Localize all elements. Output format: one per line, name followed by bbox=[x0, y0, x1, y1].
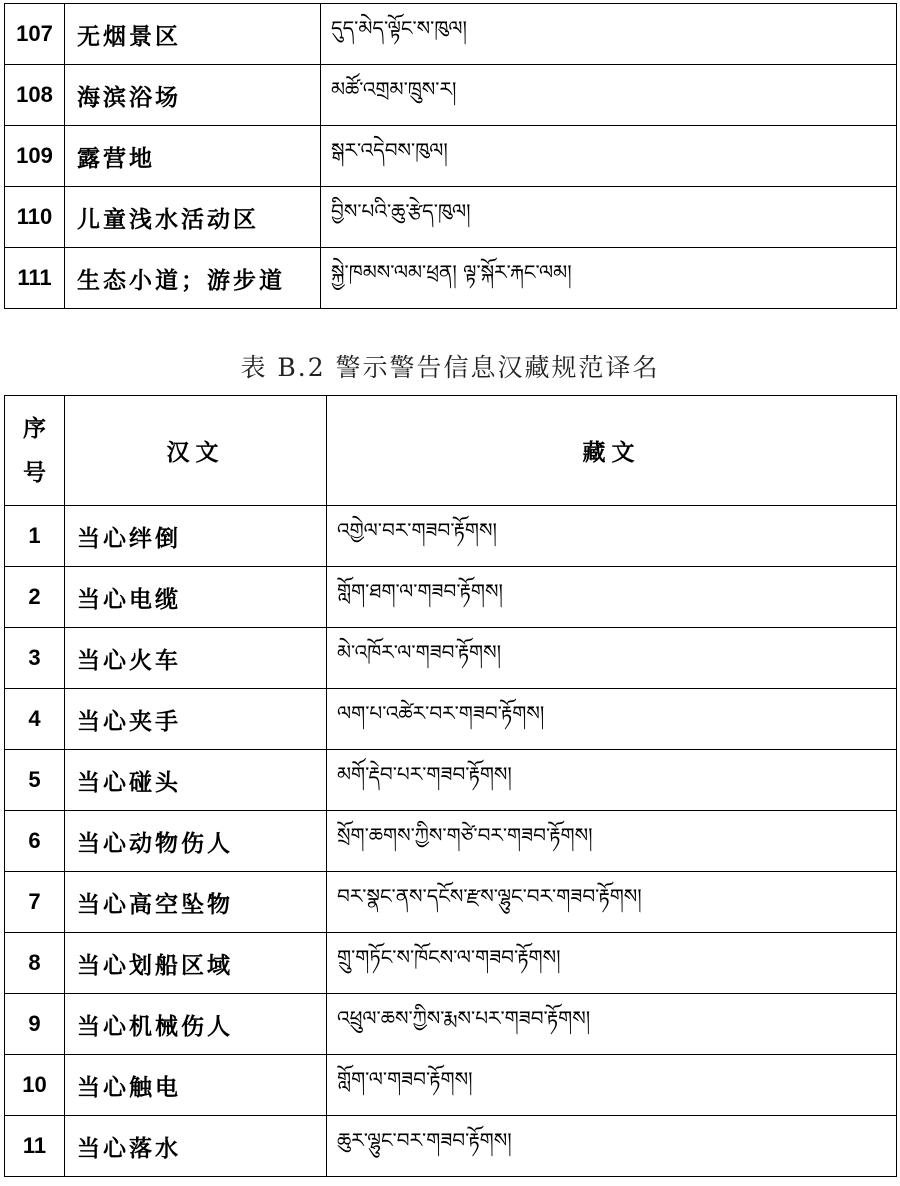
tibetan-term: སྐྱེ་ཁམས་ལམ་ཕྲན། ལྟ་སྐོར་རྐང་ལམ། bbox=[321, 248, 897, 309]
row-number: 3 bbox=[5, 628, 65, 689]
chinese-term: 生态小道；游步道 bbox=[65, 248, 321, 309]
header-chinese: 汉文 bbox=[65, 396, 327, 506]
table-row bbox=[5, 933, 897, 994]
header-tibetan: 藏文 bbox=[327, 396, 897, 506]
table-row bbox=[5, 248, 897, 309]
table-row bbox=[5, 1116, 897, 1177]
tibetan-term: ཆུར་ལྷུང་བར་གཟབ་རྟོགས། bbox=[327, 1116, 897, 1177]
warning-terms-table bbox=[4, 395, 897, 1177]
table-row bbox=[5, 872, 897, 933]
chinese-term: 露营地 bbox=[65, 126, 321, 187]
row-number: 11 bbox=[5, 1116, 65, 1177]
header-serial-line2: 号 bbox=[23, 459, 46, 486]
row-number: 110 bbox=[5, 187, 65, 248]
tibetan-term: སྲོག་ཆགས་ཀྱིས་གཙེ་བར་གཟབ་རྟོགས། bbox=[327, 811, 897, 872]
chinese-term: 当心电缆 bbox=[65, 567, 327, 628]
table-row bbox=[5, 4, 897, 65]
row-number: 4 bbox=[5, 689, 65, 750]
row-number: 8 bbox=[5, 933, 65, 994]
table-row bbox=[5, 689, 897, 750]
table-caption: 表 B.2 警示警告信息汉藏规范译名 bbox=[240, 353, 660, 382]
table-header-row bbox=[5, 396, 897, 506]
tibetan-term: བར་སྣང་ནས་དངོས་རྫས་ལྷུང་བར་གཟབ་རྟོགས། bbox=[327, 872, 897, 933]
tibetan-term: འགྱེལ་བར་གཟབ་རྟོགས། bbox=[327, 506, 897, 567]
row-number: 5 bbox=[5, 750, 65, 811]
row-number: 6 bbox=[5, 811, 65, 872]
row-number: 107 bbox=[5, 4, 65, 65]
row-number: 9 bbox=[5, 994, 65, 1055]
table-row bbox=[5, 750, 897, 811]
table-row bbox=[5, 811, 897, 872]
row-number: 111 bbox=[5, 248, 65, 309]
chinese-term: 当心高空坠物 bbox=[65, 872, 327, 933]
row-number: 10 bbox=[5, 1055, 65, 1116]
row-number: 1 bbox=[5, 506, 65, 567]
row-number: 108 bbox=[5, 65, 65, 126]
table-row bbox=[5, 187, 897, 248]
tibetan-term: གྲུ་གཏོང་ས་ཁོངས་ལ་གཟབ་རྟོགས། bbox=[327, 933, 897, 994]
tibetan-term: མགོ་རྡེབ་པར་གཟབ་རྟོགས། bbox=[327, 750, 897, 811]
table-row bbox=[5, 65, 897, 126]
row-number: 2 bbox=[5, 567, 65, 628]
chinese-term: 当心绊倒 bbox=[65, 506, 327, 567]
table-row bbox=[5, 567, 897, 628]
tibetan-term: གློག་ལ་གཟབ་རྟོགས། bbox=[327, 1055, 897, 1116]
chinese-term: 当心夹手 bbox=[65, 689, 327, 750]
tibetan-term: མེ་འཁོར་ལ་གཟབ་རྟོགས། bbox=[327, 628, 897, 689]
tibetan-term: མཚོ་འགྲམ་ཁྲུས་ར། bbox=[321, 65, 897, 126]
table-row bbox=[5, 506, 897, 567]
chinese-term: 当心火车 bbox=[65, 628, 327, 689]
chinese-term: 儿童浅水活动区 bbox=[65, 187, 321, 248]
table-row bbox=[5, 1055, 897, 1116]
tibetan-term: ལག་པ་འཚེར་བར་གཟབ་རྟོགས། bbox=[327, 689, 897, 750]
tibetan-term: འཕྲུལ་ཆས་ཀྱིས་རྨས་པར་གཟབ་རྟོགས། bbox=[327, 994, 897, 1055]
header-serial-line1: 序 bbox=[23, 415, 46, 442]
table-row bbox=[5, 994, 897, 1055]
chinese-term: 海滨浴场 bbox=[65, 65, 321, 126]
continued-terms-table bbox=[4, 3, 897, 309]
chinese-term: 当心动物伤人 bbox=[65, 811, 327, 872]
row-number: 7 bbox=[5, 872, 65, 933]
header-serial-number bbox=[5, 396, 65, 506]
tibetan-term: དུད་མེད་ལྟོང་ས་ཁུལ། bbox=[321, 4, 897, 65]
tibetan-term: སྒར་འདེབས་ཁུལ། bbox=[321, 126, 897, 187]
row-number: 109 bbox=[5, 126, 65, 187]
tibetan-term: བྱིས་པའི་ཆུ་རྩེད་ཁུལ། bbox=[321, 187, 897, 248]
table-row bbox=[5, 126, 897, 187]
chinese-term: 无烟景区 bbox=[65, 4, 321, 65]
chinese-term: 当心碰头 bbox=[65, 750, 327, 811]
table-row bbox=[5, 628, 897, 689]
chinese-term: 当心划船区域 bbox=[65, 933, 327, 994]
tibetan-term: གློག་ཐག་ལ་གཟབ་རྟོགས། bbox=[327, 567, 897, 628]
chinese-term: 当心触电 bbox=[65, 1055, 327, 1116]
chinese-term: 当心机械伤人 bbox=[65, 994, 327, 1055]
chinese-term: 当心落水 bbox=[65, 1116, 327, 1177]
